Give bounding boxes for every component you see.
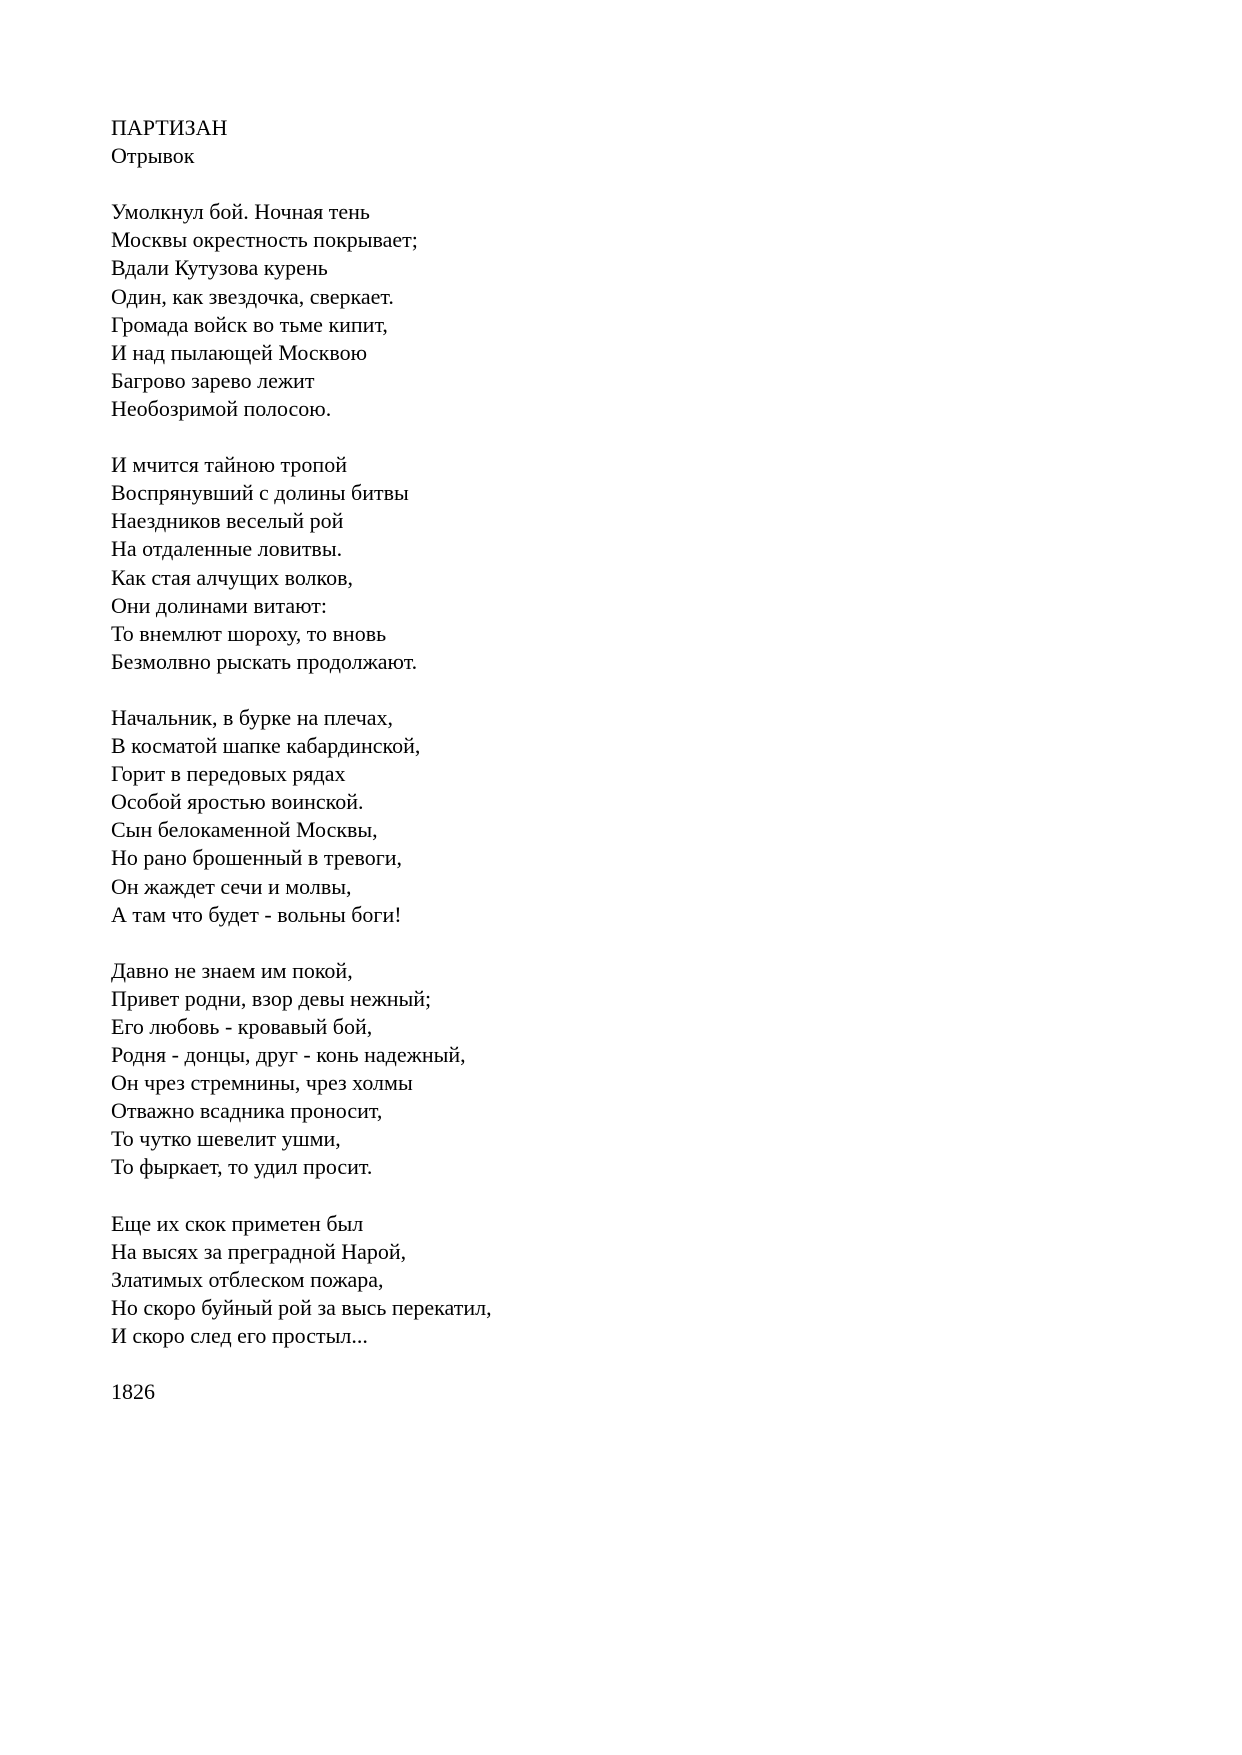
stanza-1 xyxy=(111,198,1111,423)
verse-line: Багрово зарево лежит xyxy=(111,367,315,393)
stanza-5 xyxy=(111,1210,1111,1350)
verse-line: То фыркает, то удил просит. xyxy=(111,1154,373,1180)
verse-line: Родня - донцы, друг - конь надежный, xyxy=(111,1042,466,1068)
verse-line: Отважно всадника проносит, xyxy=(111,1098,383,1124)
verse-line: Они долинами витают: xyxy=(111,592,328,618)
verse-line: Умолкнул бой. Ночная тень xyxy=(111,199,370,225)
verse-line: Воспрянувший с долины битвы xyxy=(111,480,409,506)
verse-line: Громада войск во тьме кипит, xyxy=(111,311,388,337)
verse-line: На отдаленные ловитвы. xyxy=(111,536,343,562)
verse-line: Наездников веселый рой xyxy=(111,508,344,534)
verse-line: Привет родни, взор девы нежный; xyxy=(111,985,432,1011)
verse-line: Златимых отблеском пожара, xyxy=(111,1266,384,1292)
verse-line: Сын белокаменной Москвы, xyxy=(111,817,378,843)
stanza-3 xyxy=(111,704,1111,929)
verse-line: Еще их скок приметен был xyxy=(111,1210,364,1236)
verse-line: И скоро след его простыл... xyxy=(111,1323,368,1349)
verse-line: И над пылающей Москвою xyxy=(111,339,368,365)
stanza-4 xyxy=(111,957,1111,1182)
verse-line: Его любовь - кровавый бой, xyxy=(111,1014,373,1039)
poem-title: ПАРТИЗАН xyxy=(111,115,228,140)
verse-line: То внемлют шороху, то вновь xyxy=(111,620,387,646)
verse-line: Он чрез стремнины, чрез холмы xyxy=(111,1070,413,1096)
verse-line: Москвы окрестность покрывает; xyxy=(111,227,418,253)
verse-line: Безмолвно рыскать продолжают. xyxy=(111,648,418,674)
poem-year: 1826 xyxy=(111,1379,155,1405)
verse-line: Он жаждет сечи и молвы, xyxy=(111,873,352,899)
verse-line: То чутко шевелит ушми, xyxy=(111,1126,341,1152)
verse-line: Начальник, в бурке на плечах, xyxy=(111,704,394,730)
verse-line: В косматой шапке кабардинской, xyxy=(111,733,421,759)
verse-line: Вдали Кутузова курень xyxy=(111,255,328,281)
poem-subtitle: Отрывок xyxy=(111,143,195,169)
verse-line: И мчится тайною тропой xyxy=(111,452,347,478)
verse-line: А там что будет - вольны боги! xyxy=(111,901,402,927)
verse-line: Один, как звездочка, сверкает. xyxy=(111,283,394,309)
verse-line: На высях за преградной Нарой, xyxy=(111,1238,407,1264)
verse-line: Горит в передовых рядах xyxy=(111,761,346,787)
verse-line: Но рано брошенный в тревоги, xyxy=(111,845,402,871)
verse-line: Необозримой полосою. xyxy=(111,395,332,421)
verse-line: Особой яростью воинской. xyxy=(111,789,364,815)
stanza-2 xyxy=(111,451,1111,676)
poem xyxy=(111,114,1111,1406)
verse-line: Давно не знаем им покой, xyxy=(111,957,353,983)
verse-line: Как стая алчущих волков, xyxy=(111,564,353,590)
verse-line: Но скоро буйный рой за высь перекатил, xyxy=(111,1294,492,1320)
